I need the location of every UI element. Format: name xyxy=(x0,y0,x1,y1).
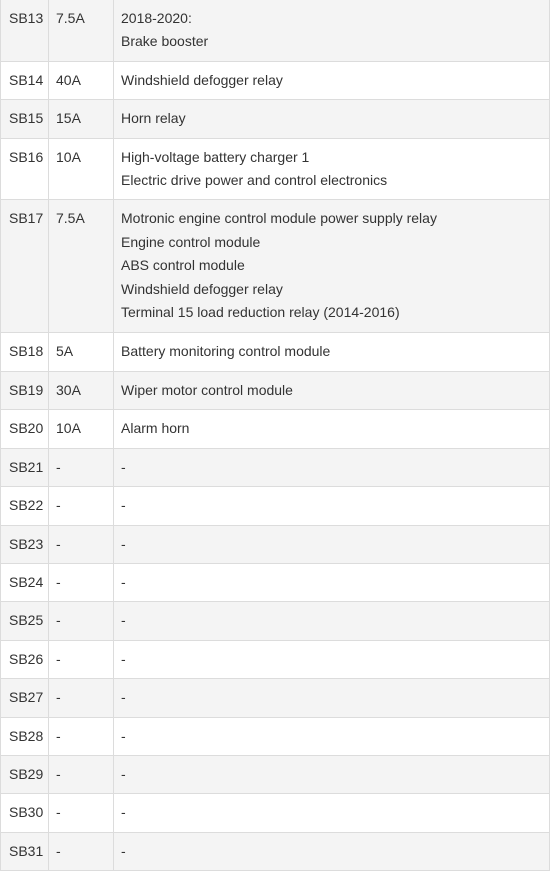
fuse-rating-cell: 10A xyxy=(49,138,114,200)
table-row xyxy=(1,138,550,200)
table-row xyxy=(1,100,550,138)
fuse-description-cell xyxy=(114,100,550,138)
fuse-description-cell xyxy=(114,448,550,486)
fuse-description-cell xyxy=(114,640,550,678)
description-line: Motronic engine control module power supply relay xyxy=(121,210,437,227)
fuse-id-cell: SB19 xyxy=(1,371,49,409)
description-line: - xyxy=(121,765,126,782)
fuse-id-cell: SB23 xyxy=(1,525,49,563)
description-line: 2018-2020: xyxy=(121,10,192,26)
table-row xyxy=(1,640,550,678)
fuse-rating-cell: 10A xyxy=(49,410,114,448)
table-row xyxy=(1,61,550,99)
fuse-id-cell: SB15 xyxy=(1,100,49,138)
fuse-description-cell xyxy=(114,602,550,640)
fuse-description-cell xyxy=(114,0,550,61)
fuse-id-cell: SB21 xyxy=(1,448,49,486)
fuse-id-cell: SB14 xyxy=(1,61,49,99)
fuse-id-cell: SB29 xyxy=(1,755,49,793)
fuse-rating-cell: 7.5A xyxy=(49,200,114,333)
fuse-id-cell: SB31 xyxy=(1,832,49,870)
table-row xyxy=(1,371,550,409)
fuse-rating-cell: 5A xyxy=(49,333,114,371)
table-row xyxy=(1,410,550,448)
fuse-rating-cell: - xyxy=(49,755,114,793)
description-line: - xyxy=(121,458,126,475)
fuse-description-cell xyxy=(114,410,550,448)
description-line: Horn relay xyxy=(121,110,186,127)
description-line: - xyxy=(121,573,126,590)
fuse-id-cell: SB28 xyxy=(1,717,49,755)
description-line: - xyxy=(121,612,126,629)
fuse-rating-cell: - xyxy=(49,448,114,486)
fuse-description-cell xyxy=(114,61,550,99)
fuse-rating-cell: 15A xyxy=(49,100,114,138)
description-line: Alarm horn xyxy=(121,420,190,437)
fuse-description-cell xyxy=(114,487,550,525)
fuse-rating-cell: - xyxy=(49,679,114,717)
fuse-description-cell xyxy=(114,832,550,870)
fuse-description-cell xyxy=(114,200,550,333)
fuse-description-cell xyxy=(114,333,550,371)
description-line: High-voltage battery charger 1 xyxy=(121,148,310,165)
fuse-id-cell: SB22 xyxy=(1,487,49,525)
fuse-description-cell xyxy=(114,138,550,200)
table-row xyxy=(1,200,550,333)
fuse-rating-cell: - xyxy=(49,525,114,563)
description-line: - xyxy=(121,804,126,821)
fuse-rating-cell: - xyxy=(49,832,114,870)
description-line: Wiper motor control module xyxy=(121,381,293,398)
description-line: - xyxy=(121,497,126,514)
table-row xyxy=(1,0,550,61)
table-row xyxy=(1,563,550,601)
fuse-rating-cell: 30A xyxy=(49,371,114,409)
description-line: - xyxy=(121,842,126,859)
description-line: Brake booster xyxy=(121,33,209,50)
fuse-rating-cell: - xyxy=(49,563,114,601)
table-row xyxy=(1,487,550,525)
fuse-description-cell xyxy=(114,755,550,793)
description-line: Engine control module xyxy=(121,233,261,250)
description-line: - xyxy=(121,727,126,744)
table-row xyxy=(1,755,550,793)
fuse-description-cell xyxy=(114,525,550,563)
fuse-id-cell: SB17 xyxy=(1,200,49,333)
fuse-description-cell xyxy=(114,794,550,832)
fuse-id-cell: SB26 xyxy=(1,640,49,678)
fuse-rating-cell: - xyxy=(49,794,114,832)
description-line: - xyxy=(121,535,126,552)
table-row xyxy=(1,333,550,371)
fuse-rating-cell: 40A xyxy=(49,61,114,99)
fuse-rating-cell: 7.5A xyxy=(49,0,114,61)
description-line: Terminal 15 load reduction relay (2014-2016) xyxy=(121,304,400,321)
fuse-id-cell: SB25 xyxy=(1,602,49,640)
description-line: Windshield defogger relay xyxy=(121,71,283,88)
fuse-description-cell xyxy=(114,371,550,409)
description-line: - xyxy=(121,650,126,667)
table-row xyxy=(1,717,550,755)
fuse-description-cell xyxy=(114,679,550,717)
table-row xyxy=(1,525,550,563)
table-row xyxy=(1,602,550,640)
fuse-description-cell xyxy=(114,563,550,601)
fuse-id-cell: SB24 xyxy=(1,563,49,601)
table-row xyxy=(1,794,550,832)
fuse-id-cell: SB30 xyxy=(1,794,49,832)
description-line: Windshield defogger relay xyxy=(121,280,283,297)
fuse-id-cell: SB20 xyxy=(1,410,49,448)
fuse-rating-cell: - xyxy=(49,487,114,525)
fuse-id-cell: SB27 xyxy=(1,679,49,717)
fuse-rating-cell: - xyxy=(49,640,114,678)
fuse-id-cell: SB16 xyxy=(1,138,49,200)
fuse-rating-cell: - xyxy=(49,602,114,640)
fuse-table-body xyxy=(1,0,550,871)
table-row xyxy=(1,448,550,486)
table-row xyxy=(1,679,550,717)
description-line: - xyxy=(121,689,126,706)
fuse-description-cell xyxy=(114,717,550,755)
description-line: Battery monitoring control module xyxy=(121,343,331,360)
description-line: Electric drive power and control electronics xyxy=(121,172,388,189)
description-line: ABS control module xyxy=(121,257,245,274)
fuse-id-cell: SB18 xyxy=(1,333,49,371)
fuse-id-cell: SB13 xyxy=(1,0,49,61)
table-row xyxy=(1,832,550,870)
fuse-rating-cell: - xyxy=(49,717,114,755)
